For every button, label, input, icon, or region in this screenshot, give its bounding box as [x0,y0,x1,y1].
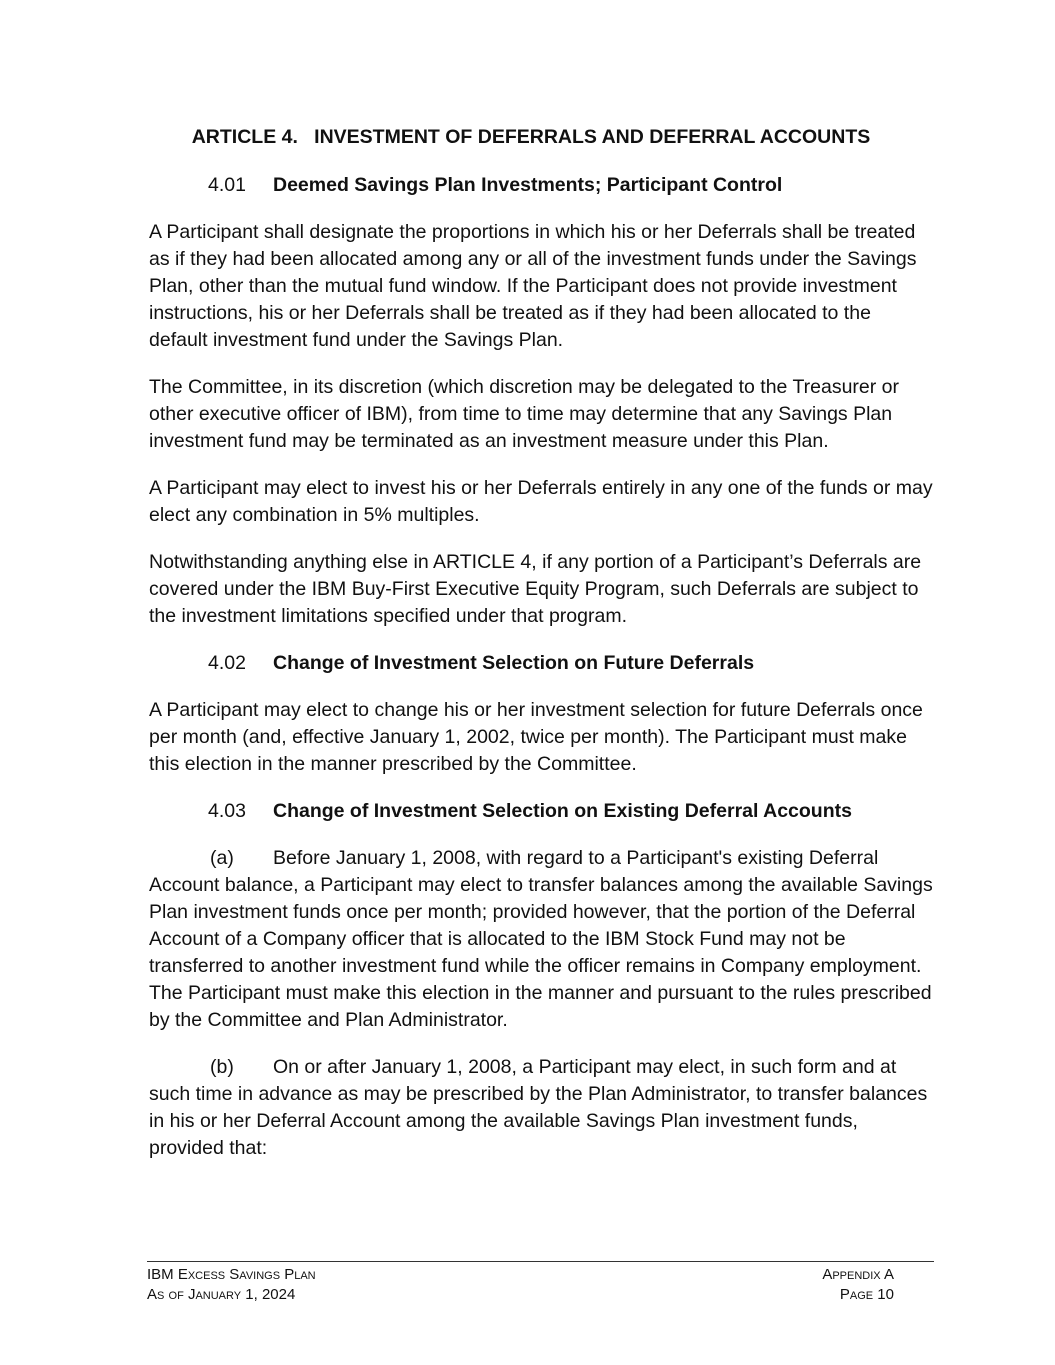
document-body [149,124,933,1182]
section-number: 4.03 [208,800,246,822]
section-heading-4-02 [149,650,933,677]
section-heading-4-01 [149,172,933,199]
section-title: Change of Investment Selection on Future Deferrals [273,652,755,674]
paragraph: A Participant may elect to change his or her investment selection for future Deferrals once per month (and, effective January 1, 2002, twice per month). The Participant must make this election in the manner prescribed by the Committee. [149,699,923,775]
section-title: Change of Investment Selection on Existing Deferral Accounts [273,800,852,822]
paragraph: A Participant shall designate the proportions in which his or her Deferrals shall be treated as if they had been allocated among any or all of the investment funds under the Savings Plan, other than the mutual fund window. If the Participant does not provide investment instructions, his or her Deferrals shall be treated as if they had been allocated to the default investment fund under the Savings Plan. [149,221,917,351]
item-label: (b) [210,1056,234,1078]
list-item-b [149,1054,933,1162]
section-title: Deemed Savings Plan Investments; Participant Control [273,174,783,196]
item-text: On or after January 1, 2008, a Participant may elect, in such form and at such time in advance as may be prescribed by the Plan Administrator, to transfer balances in his or her Deferral Account among the available Savings Plan investment funds, provided that: [149,1056,928,1159]
list-item-a [149,845,933,1034]
page-footer [147,1261,934,1305]
item-label: (a) [210,847,234,869]
footer-page-number: Page 10 [839,1286,894,1303]
footer-plan-name: IBM Excess Savings Plan [147,1266,316,1283]
footer-date: As of January 1, 2024 [147,1286,296,1303]
item-text: Before January 1, 2008, with regard to a Participant's existing Deferral Account balance, a Participant may elect to transfer balances among the available Savings Plan investment funds once per month; provided however, that the portion of the Deferral Account of a Company officer that is allocated to the IBM Stock Fund may not be transferred to another investment fund while the officer remains in Company employment. The Participant must make this election in the manner and pursuant to the rules prescribed by the Committee and Plan Administrator. [149,847,933,1031]
footer-appendix: Appendix A [822,1266,894,1283]
paragraph: The Committee, in its discretion (which discretion may be delegated to the Treasurer or other executive officer of IBM), from time to time may determine that any Savings Plan investment fund may be terminated as an investment measure under this Plan. [149,376,900,452]
article-title: ARTICLE 4. INVESTMENT OF DEFERRALS AND DEFERRAL ACCOUNTS [191,126,871,148]
paragraph: A Participant may elect to invest his or her Deferrals entirely in any one of the funds or may elect any combination in 5% multiples. [149,477,933,526]
section-number: 4.01 [208,174,246,196]
paragraph: Notwithstanding anything else in ARTICLE 4, if any portion of a Participant’s Deferrals are covered under the IBM Buy-First Executive Equity Program, such Deferrals are subject to the investment limitations specified under that program. [149,551,922,627]
section-number: 4.02 [208,652,246,674]
section-heading-4-03 [149,798,933,825]
